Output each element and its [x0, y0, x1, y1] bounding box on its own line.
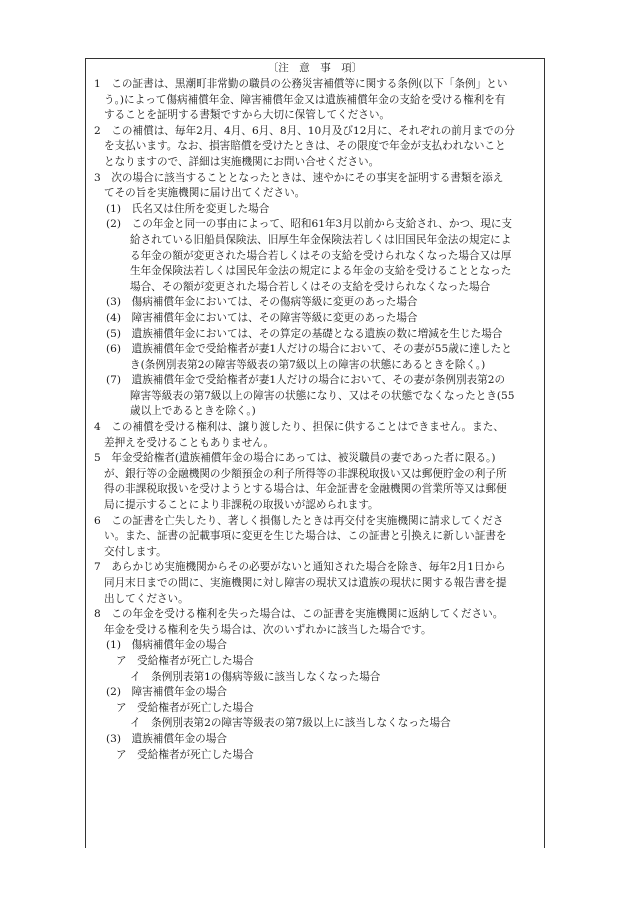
notice-line: い。また、証書の記載事項に変更を生じた場合は、この証書と引換えに新しい証書を	[104, 530, 507, 543]
notice-line: 出してください。	[104, 592, 189, 605]
notice-line: う。)によって傷病補償年金、障害補償年金又は遺族補償年金の支給を受ける権利を有	[104, 93, 506, 106]
notice-line: イ 条例別表第1の傷病等級に該当しなくなった場合	[130, 670, 381, 683]
notice-line: (3) 遺族補償年金の場合	[106, 732, 227, 745]
notice-line: (1) 氏名又は住所を変更した場合	[106, 202, 270, 215]
notice-line: 7 あらかじめ実施機関からその必要がないと通知された場合を除き、毎年2月1日から	[94, 561, 506, 574]
notice-line: (4) 障害補償年金においては、その障害等級に変更のあった場合	[106, 311, 418, 324]
notice-line: を支払います。なお、損害賠償を受けたときは、その限度で年金が支払われないこと	[104, 140, 506, 153]
notice-line: てその旨を実施機関に届け出てください。	[104, 187, 306, 200]
notice-frame	[85, 58, 545, 848]
notice-line: (2) 障害補償年金の場合	[106, 686, 227, 699]
notice-line: 8 この年金を受ける権利を失った場合は、この証書を実施機関に返納してください。	[94, 608, 504, 621]
notice-line: 歳以上であるときを除く。)	[130, 405, 256, 418]
notice-line: 場合、その額が変更された場合若しくはその支給を受けられなくなった場合	[130, 280, 491, 293]
notice-line: (2) この年金と同一の事由によって、昭和61年3月以前から支給され、かつ、現に支	[106, 218, 513, 231]
notice-line: 差押えを受けることもありません。	[104, 436, 275, 449]
notice-line: (5) 遺族補償年金においては、その算定の基礎となる遺族の数に増減を生じた場合	[106, 327, 503, 340]
notice-line: 得の非課税取扱いを受けようとする場合は、年金証書を金融機関の営業所等又は郵便	[104, 483, 507, 496]
notice-line: 5 年金受給権者(遺族補償年金の場合にあっては、被災職員の妻であった者に限る。)	[94, 452, 496, 465]
notice-line: (1) 傷病補償年金の場合	[106, 639, 227, 652]
notice-line: 3 次の場合に該当することとなったときは、速やかにその事実を証明する書類を添え	[94, 171, 504, 184]
notice-line: ア 受給権者が死亡した場合	[116, 654, 254, 667]
notice-line: となりますので、詳細は実施機関にお問い合せください。	[104, 155, 380, 168]
notice-line: イ 条例別表第2の障害等級表の第7級以上に該当しなくなった場合	[130, 717, 451, 730]
notice-line: 2 この補償は、毎年2月、4月、6月、8月、10月及び12月に、それぞれの前月までの分	[94, 124, 515, 137]
notice-line: が、銀行等の金融機関の少額預金の利子所得等の非課税取扱い又は郵便貯金の利子所	[104, 467, 507, 480]
notice-body	[94, 77, 538, 763]
notice-line: 局に提示することにより非課税の取扱いが認められます。	[104, 499, 379, 512]
notice-line: 1 この証書は、黒潮町非常勤の職員の公務災害補償等に関する条例(以下「条例」とい	[94, 78, 508, 90]
notice-line: 障害等級表の第7級以上の障害の状態になり、又はその状態でなくなったとき(55	[130, 389, 515, 402]
notice-line: (7) 遺族補償年金で受給権者が妻1人だけの場合において、その妻が条例別表第2の	[106, 374, 506, 387]
notice-line: 4 この補償を受ける権利は、譲り渡したり、担保に供することはできません。また、	[94, 421, 504, 434]
notice-line: ア 受給権者が死亡した場合	[116, 701, 254, 714]
notice-line: 交付します。	[104, 545, 167, 558]
notice-line: 同月末日までの間に、実施機関に対し障害の現状又は遺族の現状に関する報告書を提	[104, 577, 507, 589]
notice-line: (3) 傷病補償年金においては、その傷病等級に変更のあった場合	[106, 296, 418, 309]
notice-line: することを証明する書類ですから大切に保管してください。	[104, 109, 391, 122]
notice-title: 〔注 意 事 項〕	[267, 62, 363, 74]
notice-line: き(条例別表第2の障害等級表の第7級以上の障害の状態にあるときを除く。)	[130, 358, 486, 371]
notice-line: 給されている旧船員保険法、旧厚生年金保険法若しくは旧国民年金法の規定によ	[130, 233, 512, 246]
notice-line: る年金の額が変更された場合若しくはその支給を受けられなくなった場合又は厚	[130, 249, 512, 262]
notice-line: 年金を受ける権利を失う場合は、次のいずれかに該当した場合です。	[104, 623, 432, 636]
notice-line: 6 この証書を亡失したり、著しく損傷したときは再交付を実施機関に請求してくださ	[94, 514, 504, 527]
notice-line: (6) 遺族補償年金で受給権者が妻1人だけの場合において、その妻が55歳に達したと	[106, 343, 512, 356]
notice-line: 生年金保険法若しくは国民年金法の規定による年金の支給を受けることとなった	[130, 265, 512, 278]
notice-line: ア 受給権者が死亡した場合	[116, 748, 254, 761]
